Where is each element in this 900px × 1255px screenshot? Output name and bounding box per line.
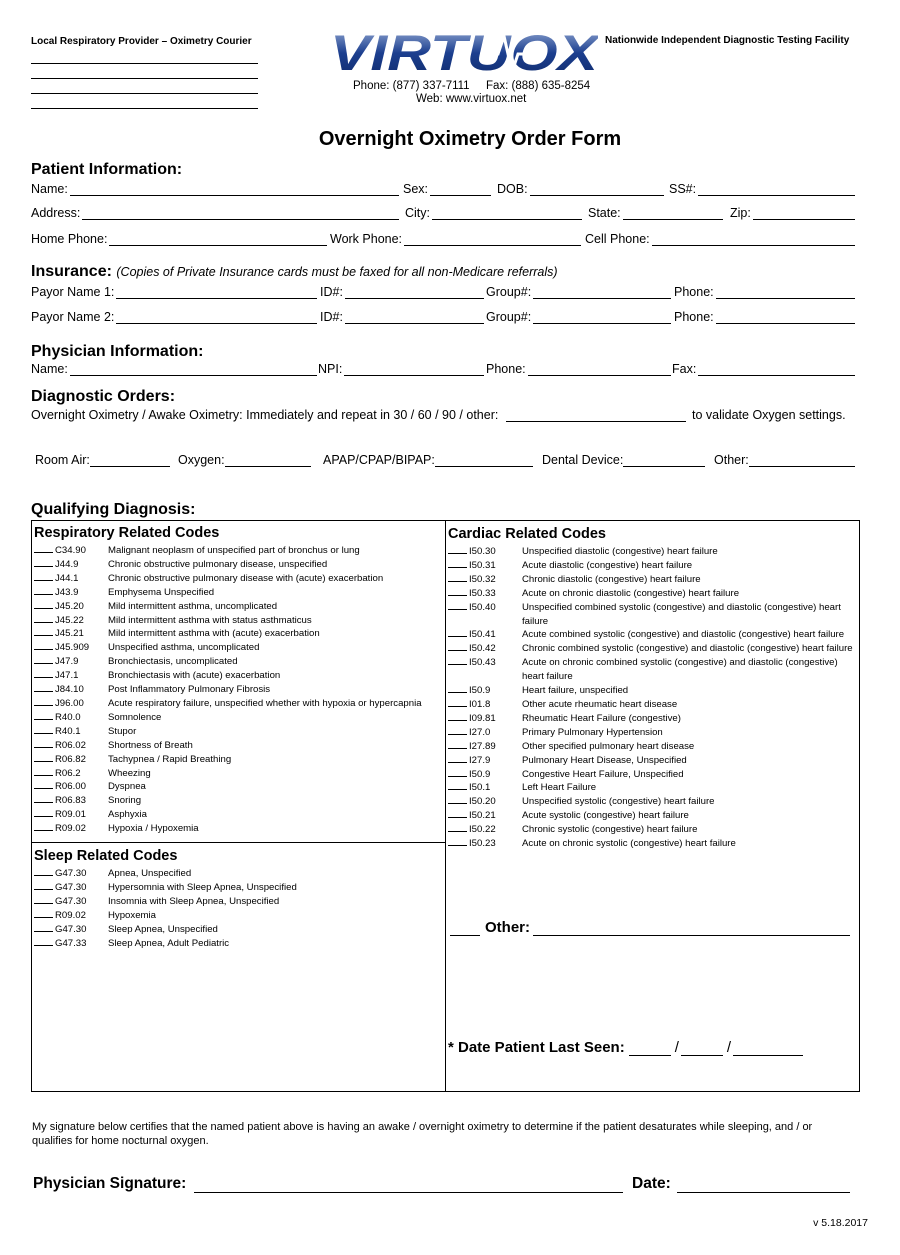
patient-state-field[interactable]: State:: [588, 206, 723, 220]
code-checkbox-line[interactable]: [448, 642, 467, 651]
repeat-interval-field[interactable]: Overnight Oximetry / Awake Oximetry: Immediately and repeat in 30 / 60 / 90 / other:: [31, 408, 686, 422]
code-row: [448, 712, 858, 726]
code-checkbox-line[interactable]: [34, 725, 53, 734]
diagnosis-code: I27.9: [469, 754, 491, 766]
code-row: [34, 753, 446, 767]
room-air-field[interactable]: Room Air:: [35, 453, 170, 467]
code-row: [34, 627, 446, 641]
code-checkbox-line[interactable]: [448, 823, 467, 832]
diagnosis-description: Other acute rheumatic heart disease: [522, 698, 678, 710]
diagnosis-code: I50.30: [469, 546, 496, 557]
diagnosis-code: G47.30: [55, 923, 87, 935]
diagnosis-code: I50.42: [469, 643, 496, 655]
fax-number: Fax: (888) 635-8254: [486, 80, 591, 92]
diagnosis-heading: Qualifying Diagnosis:: [31, 501, 196, 518]
code-row: [34, 683, 446, 697]
diagnosis-code: C34.90: [55, 545, 86, 556]
code-checkbox-line[interactable]: [34, 683, 53, 692]
code-checkbox-line[interactable]: [34, 780, 53, 789]
courier-line-2[interactable]: [31, 78, 258, 79]
diagnosis-code: J44.1: [55, 572, 79, 584]
diagnosis-code: R09.02: [55, 823, 86, 835]
code-row: [34, 669, 446, 683]
diagnosis-description: Dyspnea: [108, 781, 146, 793]
patient-address-field[interactable]: Address:: [31, 206, 399, 220]
diagnosis-description: Acute on chronic combined systolic (congestive) and diastolic (congestive) heart failure: [522, 657, 838, 683]
diagnosis-code: I50.33: [469, 587, 496, 599]
diagnosis-description: Chronic systolic (congestive) heart failure: [522, 824, 698, 836]
code-checkbox-line[interactable]: [448, 656, 467, 665]
diagnosis-description: Bronchiectasis with (acute) exacerbation: [108, 670, 281, 682]
code-row: [34, 614, 446, 628]
code-row: [34, 697, 446, 711]
code-row: [34, 767, 446, 781]
diagnosis-code: J45.22: [55, 614, 84, 626]
diagnosis-description: Mild intermittent asthma with status asthmaticus: [108, 614, 312, 626]
insurance-heading: Insurance:: [31, 263, 112, 280]
code-checkbox-line[interactable]: [34, 586, 53, 595]
diagnosis-description: Chronic obstructive pulmonary disease, unspecified: [108, 558, 328, 570]
diagnosis-code: J43.9: [55, 586, 79, 598]
code-row: [448, 726, 858, 740]
code-row: [448, 809, 858, 823]
code-checkbox-line[interactable]: [34, 641, 53, 650]
code-checkbox-line[interactable]: [34, 794, 53, 803]
code-checkbox-line[interactable]: [34, 669, 53, 678]
diagnosis-code: I50.1: [469, 782, 491, 794]
diagnosis-code: I27.89: [469, 740, 496, 752]
diagnosis-description: Unspecified systolic (congestive) heart failure: [522, 796, 715, 808]
diagnosis-code: R06.2: [55, 767, 81, 779]
diagnosis-code: J47.1: [55, 670, 79, 682]
code-row: [34, 808, 446, 822]
virtuox-logo: [330, 26, 598, 78]
diagnosis-description: Asphyxia: [108, 809, 147, 821]
diagnosis-code: R40.1: [55, 725, 81, 737]
diagnosis-description: Left Heart Failure: [522, 782, 597, 794]
courier-line-3[interactable]: [31, 93, 258, 94]
code-row: [448, 823, 858, 837]
courier-line-1[interactable]: [31, 63, 258, 64]
diagnosis-description: Unspecified asthma, uncomplicated: [108, 642, 260, 654]
code-checkbox-line[interactable]: [448, 601, 467, 610]
dental-device-field[interactable]: Dental Device:: [542, 453, 705, 467]
diagnosis-description: Shortness of Breath: [108, 739, 193, 751]
code-checkbox-line[interactable]: [34, 867, 53, 876]
facility-label: Nationwide Independent Diagnostic Testing Facility: [605, 35, 850, 46]
diagnosis-code: G47.30: [55, 868, 87, 879]
code-checkbox-line[interactable]: [34, 909, 53, 918]
code-checkbox-line[interactable]: [34, 739, 53, 748]
diagnosis-description: Chronic combined systolic (congestive) and diastolic (congestive) heart failure: [522, 643, 853, 655]
diagnosis-code: I01.8: [469, 698, 491, 710]
diagnosis-code: G47.30: [55, 881, 87, 893]
orders-suffix: to validate Oxygen settings.: [692, 408, 846, 422]
code-checkbox-line[interactable]: [34, 572, 53, 581]
code-checkbox-line[interactable]: [448, 698, 467, 707]
code-checkbox-line[interactable]: [34, 923, 53, 932]
code-row: [34, 572, 446, 586]
code-row: [34, 739, 446, 753]
physician-heading: Physician Information:: [31, 343, 204, 360]
code-checkbox-line[interactable]: [448, 768, 467, 777]
code-row: [448, 795, 858, 809]
code-row: [448, 781, 858, 795]
code-row: [448, 587, 858, 601]
sleep-title: Sleep Related Codes: [34, 848, 178, 864]
physician-npi-field[interactable]: NPI:: [318, 362, 484, 376]
diagnosis-description: Unspecified combined systolic (congestive) and diastolic (congestive) heart failure: [522, 601, 841, 627]
diagnosis-description: Other specified pulmonary heart disease: [522, 740, 695, 752]
last-seen-month[interactable]: [629, 1044, 671, 1056]
diagnosis-code: R09.02: [55, 909, 86, 921]
diagnosis-code: I50.20: [469, 796, 496, 808]
sleep-divider: [31, 842, 445, 843]
code-checkbox-line[interactable]: [34, 627, 53, 636]
payor2-phone-field[interactable]: Phone:: [674, 310, 855, 324]
code-row: [34, 794, 446, 808]
payor1-id-field[interactable]: ID#:: [320, 285, 484, 299]
diagnosis-code: R40.0: [55, 711, 81, 723]
code-checkbox-line[interactable]: [448, 837, 467, 846]
code-row: [34, 780, 446, 794]
code-checkbox-line[interactable]: [34, 614, 53, 623]
code-checkbox-line[interactable]: [34, 808, 53, 817]
other-diagnosis-field[interactable]: Other:: [450, 919, 850, 936]
code-checkbox-line[interactable]: [34, 697, 53, 706]
diagnosis-description: Rheumatic Heart Failure (congestive): [522, 712, 681, 724]
diagnosis-code: J45.20: [55, 600, 84, 612]
diagnosis-code: I50.41: [469, 629, 496, 641]
patient-name-field[interactable]: Name:: [31, 182, 399, 196]
patient-heading: Patient Information:: [31, 161, 183, 178]
code-row: [448, 601, 858, 629]
respiratory-title: Respiratory Related Codes: [34, 525, 220, 541]
diagnosis-description: Sleep Apnea, Adult Pediatric: [108, 937, 230, 949]
website: Web: www.virtuox.net: [416, 93, 527, 105]
diagnosis-code: G47.30: [55, 895, 87, 907]
diagnosis-code: G47.33: [55, 937, 87, 949]
code-row: [448, 698, 858, 712]
code-row: [448, 656, 858, 684]
orders-heading: Diagnostic Orders:: [31, 388, 176, 405]
code-row: [34, 937, 444, 951]
diagnosis-description: Acute on chronic systolic (congestive) heart failure: [522, 838, 736, 850]
physician-name-field[interactable]: Name:: [31, 362, 317, 376]
code-row: [34, 822, 446, 836]
code-checkbox-line[interactable]: [448, 795, 467, 804]
payor2-group-field[interactable]: Group#:: [486, 310, 671, 324]
diagnosis-code: I50.23: [469, 838, 496, 850]
diagnosis-description: Post Inflammatory Pulmonary Fibrosis: [108, 684, 271, 696]
diagnosis-description: Acute respiratory failure, unspecified whether with hypoxia or hypercapnia: [108, 697, 422, 709]
code-checkbox-line[interactable]: [34, 753, 53, 762]
code-row: [34, 711, 446, 725]
payor1-name-field[interactable]: Payor Name 1:: [31, 285, 317, 299]
diagnosis-description: Primary Pulmonary Hypertension: [522, 726, 663, 738]
code-checkbox-line[interactable]: [34, 655, 53, 664]
diagnosis-code: J45.909: [55, 642, 90, 654]
diagnosis-description: Insomnia with Sleep Apnea, Unspecified: [108, 895, 280, 907]
code-row: [34, 600, 446, 614]
code-row: [34, 867, 444, 881]
diagnosis-description: Mild intermittent asthma, uncomplicated: [108, 600, 278, 612]
physician-phone-field[interactable]: Phone:: [486, 362, 671, 376]
diagnosis-description: Unspecified diastolic (congestive) heart failure: [522, 546, 718, 557]
sleep-codes-section: [34, 848, 444, 950]
code-checkbox-line[interactable]: [448, 545, 467, 554]
code-row: [448, 837, 858, 851]
physician-fax-field[interactable]: Fax:: [672, 362, 855, 376]
code-checkbox-line[interactable]: [448, 628, 467, 637]
diagnosis-description: Chronic obstructive pulmonary disease with (acute) exacerbation: [108, 572, 384, 584]
payor2-id-field[interactable]: ID#:: [320, 310, 484, 324]
code-row: [448, 559, 858, 573]
diagnosis-description: Somnolence: [108, 711, 162, 723]
diagnosis-description: Acute combined systolic (congestive) and diastolic (congestive) heart failure: [522, 629, 845, 641]
insurance-note: (Copies of Private Insurance cards must be faxed for all non-Medicare referrals): [116, 265, 558, 279]
code-row: [448, 573, 858, 587]
payor1-group-field[interactable]: Group#:: [486, 285, 671, 299]
code-checkbox-line[interactable]: [448, 726, 467, 735]
cardiac-title: Cardiac Related Codes: [448, 526, 606, 542]
code-row: [34, 655, 446, 669]
courier-line-4[interactable]: [31, 108, 258, 109]
code-checkbox-line[interactable]: [34, 544, 53, 553]
diagnosis-code: I50.31: [469, 559, 496, 571]
code-row: [448, 768, 858, 782]
code-row: [448, 628, 858, 642]
signature-date-field[interactable]: Date:: [632, 1175, 850, 1193]
diagnosis-description: Acute systolic (congestive) heart failure: [522, 810, 689, 822]
code-row: [34, 558, 446, 572]
code-checkbox-line[interactable]: [448, 740, 467, 749]
diagnosis-description: Wheezing: [108, 767, 151, 779]
diagnosis-description: Bronchiectasis, uncomplicated: [108, 656, 238, 668]
diagnosis-code: I09.81: [469, 712, 496, 724]
code-row: [448, 754, 858, 768]
patient-sex-field[interactable]: Sex:: [403, 182, 491, 196]
code-row: [34, 923, 444, 937]
code-row: [448, 545, 858, 559]
phone-number: Phone: (877) 337-7111: [353, 80, 470, 92]
diagnosis-code: I50.43: [469, 657, 496, 669]
diagnosis-code: I50.32: [469, 573, 496, 585]
code-checkbox-line[interactable]: [34, 881, 53, 890]
diagnosis-code: I50.21: [469, 810, 496, 822]
code-checkbox-line[interactable]: [448, 573, 467, 582]
diagnosis-description: Sleep Apnea, Unspecified: [108, 923, 218, 935]
diagnosis-description: Hypoxemia: [108, 909, 156, 921]
code-checkbox-line[interactable]: [448, 587, 467, 596]
home-phone-field[interactable]: Home Phone:: [31, 232, 327, 246]
code-checkbox-line[interactable]: [34, 937, 53, 946]
sleep-code-list: [34, 867, 444, 950]
diagnosis-description: Congestive Heart Failure, Unspecified: [522, 768, 684, 780]
code-row: [34, 881, 444, 895]
diagnosis-code: J84.10: [55, 684, 84, 696]
code-row: [448, 740, 858, 754]
payor1-phone-field[interactable]: Phone:: [674, 285, 855, 299]
patient-dob-field[interactable]: DOB:: [497, 182, 664, 196]
diagnosis-description: Apnea, Unspecified: [108, 868, 192, 879]
diagnosis-description: Acute diastolic (congestive) heart failure: [522, 559, 693, 571]
patient-zip-field[interactable]: Zip:: [730, 206, 855, 220]
code-checkbox-line[interactable]: [34, 822, 53, 831]
diagnosis-description: Chronic diastolic (congestive) heart failure: [522, 573, 701, 585]
code-checkbox-line[interactable]: [448, 684, 467, 693]
diagnosis-description: Heart failure, unspecified: [522, 685, 629, 697]
last-seen-year[interactable]: [733, 1044, 803, 1056]
patient-ss-field[interactable]: SS#:: [669, 182, 855, 196]
apap-field[interactable]: APAP/CPAP/BIPAP:: [323, 453, 533, 467]
code-checkbox-line[interactable]: [34, 767, 53, 776]
certification-text: My signature below certifies that the named patient above is having an awake / overnight oximetry to determine if the patient desaturates while sleeping, and / or qualifies for home nocturnal oxygen.: [32, 1121, 813, 1147]
diagnosis-code: J96.00: [55, 697, 84, 709]
cardiac-codes-section: [448, 526, 858, 851]
diagnosis-code: I50.22: [469, 824, 496, 836]
diagnosis-description: Mild intermittent asthma with (acute) exacerbation: [108, 628, 320, 640]
diagnosis-code: J45.21: [55, 628, 84, 640]
respiratory-code-list: [34, 544, 446, 836]
code-checkbox-line[interactable]: [448, 712, 467, 721]
patient-city-field[interactable]: City:: [405, 206, 582, 220]
diagnosis-code: I50.9: [469, 768, 491, 780]
code-row: [448, 684, 858, 698]
diagnosis-code: R06.00: [55, 781, 86, 793]
diagnosis-code: J47.9: [55, 656, 79, 668]
last-seen-day[interactable]: [681, 1044, 723, 1056]
code-checkbox-line[interactable]: [34, 711, 53, 720]
code-row: [34, 725, 446, 739]
diagnosis-code: R06.02: [55, 739, 86, 751]
last-seen-date-field[interactable]: * Date Patient Last Seen: / /: [448, 1039, 803, 1056]
code-checkbox-line[interactable]: [34, 600, 53, 609]
diagnosis-description: Malignant neoplasm of unspecified part of bronchus or lung: [108, 545, 360, 556]
code-row: [34, 544, 446, 558]
diagnosis-description: Stupor: [108, 725, 137, 737]
page-title: Overnight Oximetry Order Form: [318, 128, 622, 150]
code-checkbox-line[interactable]: [448, 781, 467, 790]
diagnosis-code: R06.82: [55, 753, 86, 765]
diagnosis-code: J44.9: [55, 558, 79, 570]
code-row: [34, 641, 446, 655]
insurance-heading-row: [31, 263, 558, 281]
code-checkbox-line[interactable]: [448, 754, 467, 763]
diagnosis-description: Hypersomnia with Sleep Apnea, Unspecified: [108, 881, 297, 893]
diagnosis-description: Tachypnea / Rapid Breathing: [108, 753, 232, 765]
cell-phone-field[interactable]: Cell Phone:: [585, 232, 855, 246]
code-row: [448, 642, 858, 656]
code-checkbox-line[interactable]: [34, 895, 53, 904]
diagnosis-code: R06.83: [55, 795, 86, 807]
diagnosis-description: Pulmonary Heart Disease, Unspecified: [522, 754, 687, 766]
cardiac-code-list: [448, 545, 858, 851]
code-checkbox-line[interactable]: [448, 809, 467, 818]
other-order-field[interactable]: Other:: [714, 453, 855, 467]
courier-label: Local Respiratory Provider – Oximetry Courier: [31, 36, 252, 47]
diagnosis-code: I50.9: [469, 685, 491, 697]
respiratory-codes-section: [34, 525, 446, 836]
code-checkbox-line[interactable]: [448, 559, 467, 568]
work-phone-field[interactable]: Work Phone:: [330, 232, 581, 246]
code-checkbox-line[interactable]: [34, 558, 53, 567]
diagnosis-code: I50.40: [469, 601, 496, 613]
diagnosis-description: Snoring: [108, 795, 142, 807]
payor2-name-field[interactable]: Payor Name 2:: [31, 310, 317, 324]
code-row: [34, 895, 444, 909]
diagnosis-code: R09.01: [55, 809, 86, 821]
code-row: [34, 909, 444, 923]
diagnosis-description: Hypoxia / Hypoxemia: [108, 823, 199, 835]
svg-text:VIRTUOX: VIRTUOX: [330, 26, 598, 78]
physician-signature-field[interactable]: Physician Signature:: [33, 1175, 623, 1193]
code-row: [34, 586, 446, 600]
diagnosis-description: Acute on chronic diastolic (congestive) heart failure: [522, 587, 740, 599]
version-label: v 5.18.2017: [813, 1217, 868, 1229]
diagnosis-description: Emphysema Unspecified: [108, 586, 215, 598]
diagnosis-code: I27.0: [469, 726, 491, 738]
oxygen-field[interactable]: Oxygen:: [178, 453, 311, 467]
